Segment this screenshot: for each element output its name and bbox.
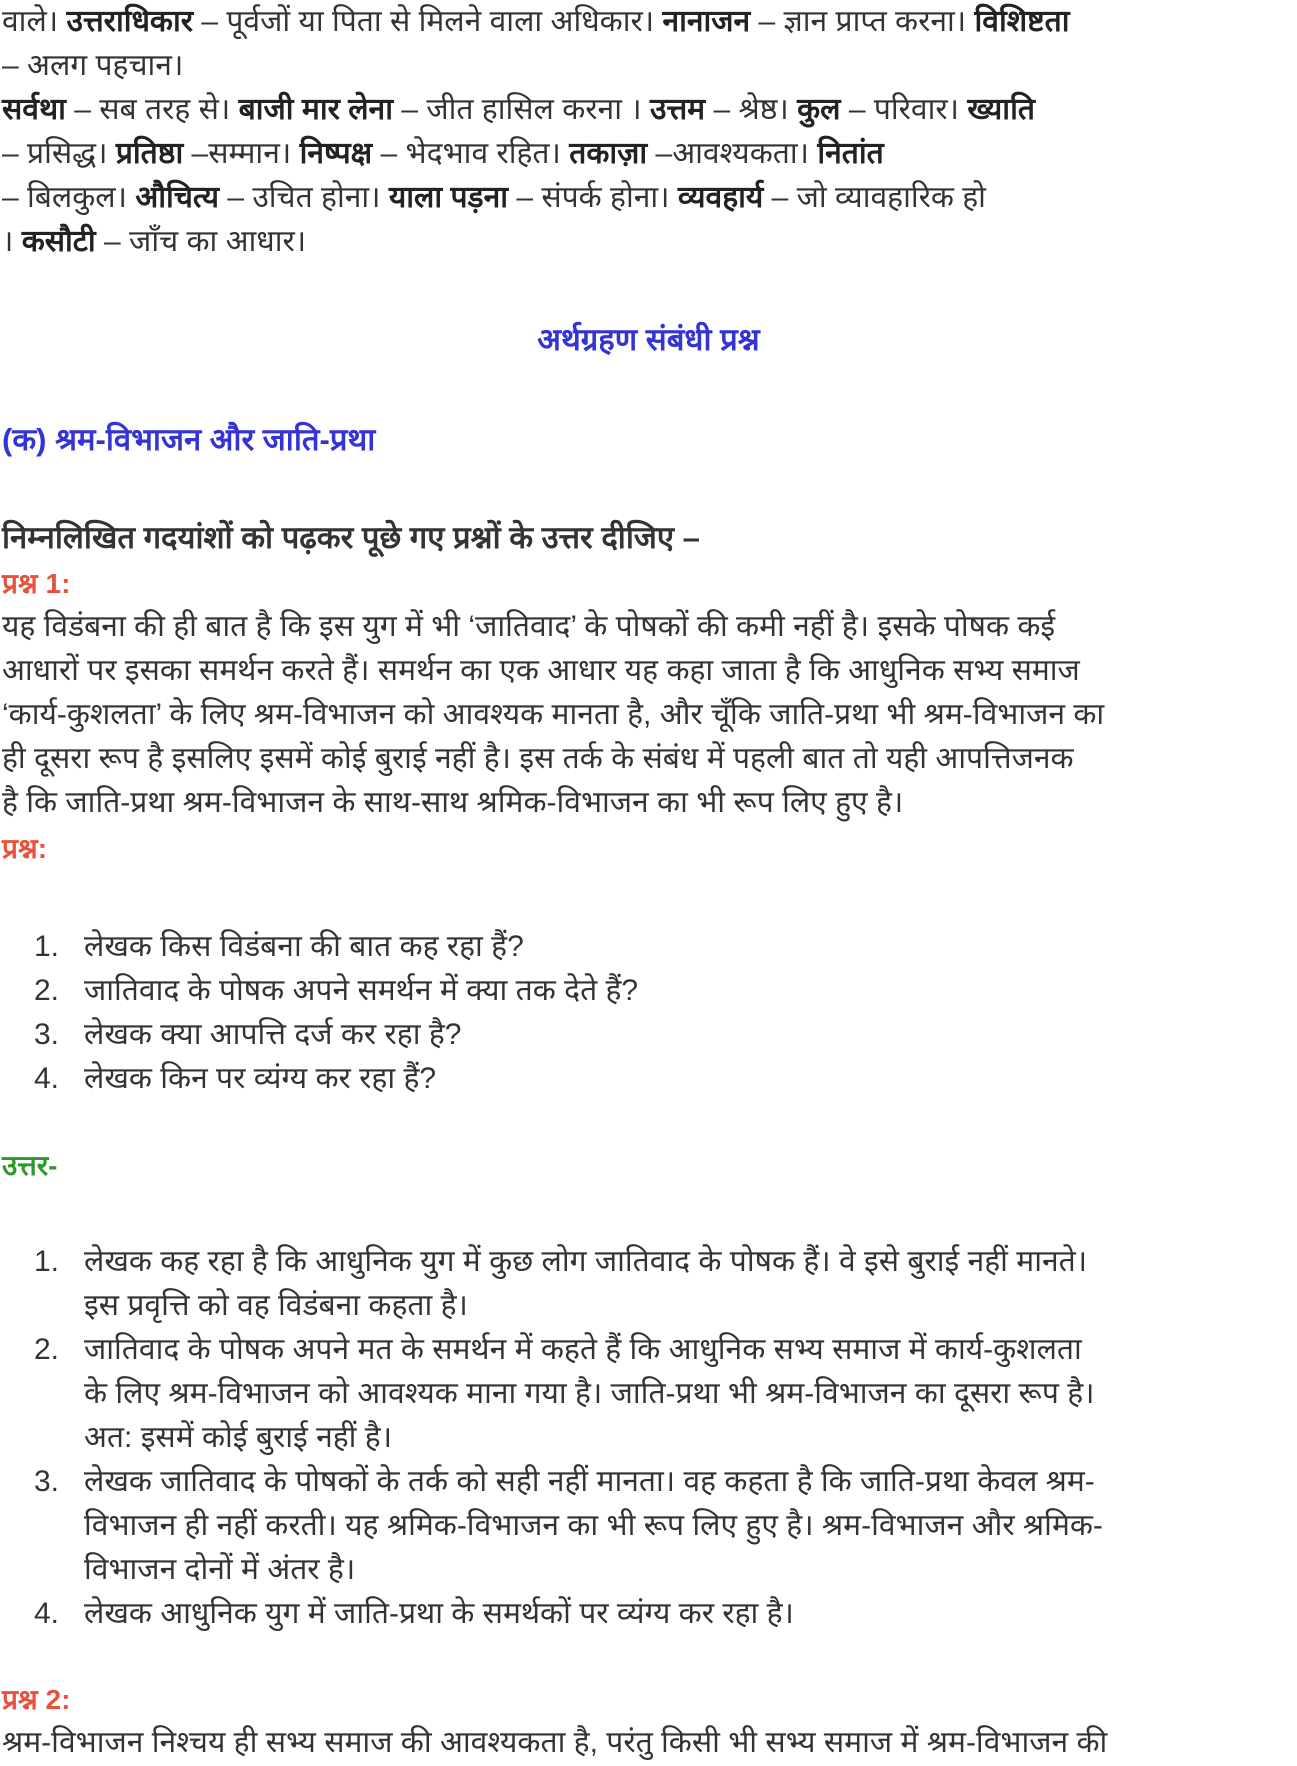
glossary-definition: – उचित होना। xyxy=(218,181,389,214)
answer-number: 3. xyxy=(34,1465,60,1498)
answer-line: लेखक कह रहा है कि आधुनिक युग में कुछ लोग जातिवाद के पोषक हैं। वे इसे बुराई नहीं मानते। xyxy=(84,1245,1088,1278)
instruction: निम्नलिखित गदयांशों को पढ़कर पूछे गए प्रश्नों के उत्तर दीजिए – xyxy=(2,520,700,555)
section-heading: अर्थग्रहण संबंधी प्रश्न xyxy=(537,322,760,357)
glossary-definition: – बिलकुल। xyxy=(2,181,136,214)
glossary-definition: – श्रेष्ठ। xyxy=(705,93,798,126)
glossary-line xyxy=(2,0,1297,44)
passage-line: आधारों पर इसका समर्थन करते हैं। समर्थन का एक आधार यह कहा जाता है कि आधुनिक सभ्य समाज xyxy=(2,654,1080,687)
answer-item xyxy=(2,1328,1297,1460)
glossary-term: उत्तम xyxy=(650,93,706,126)
glossary-definition: – भेदभाव रहित। xyxy=(372,137,570,170)
answer-line: विभाजन ही नहीं करती। यह श्रमिक-विभाजन का भी रूप लिए हुए है। श्रम-विभाजन और श्रमिक- xyxy=(84,1509,1103,1542)
glossary-line xyxy=(2,132,1297,176)
glossary-term: कसौटी xyxy=(21,225,96,258)
answers-label: उत्तर- xyxy=(2,1150,58,1181)
glossary-term: उत्तराधिकार xyxy=(66,5,194,38)
answer-item xyxy=(2,1240,1297,1328)
glossary-definition: – अलग पहचान। xyxy=(2,49,184,82)
glossary-definition: – पूर्वजों या पिता से मिलने वाला अधिकार। xyxy=(193,5,663,38)
glossary-definition: – सब तरह से। xyxy=(65,93,239,126)
glossary-definition: –आवश्यकता। xyxy=(647,137,818,170)
answer-number: 2. xyxy=(34,1333,60,1366)
answer-line: लेखक आधुनिक युग में जाति-प्रथा के समर्थकों पर व्यंग्य कर रहा है। xyxy=(84,1597,794,1630)
passage-line: ही दूसरा रूप है इसलिए इसमें कोई बुराई नहीं है। इस तर्क के संबंध में पहली बात तो यही आपत्तिजनक xyxy=(2,742,1074,775)
glossary-definition: – संपर्क होना। xyxy=(507,181,678,214)
question-number: 4. xyxy=(34,1062,60,1095)
question-item xyxy=(2,1013,1297,1057)
glossary-term: विशिष्टता xyxy=(974,5,1070,38)
question-text: लेखक किन पर व्यंग्य कर रहा हैं? xyxy=(84,1062,437,1095)
answer-number: 1. xyxy=(34,1245,60,1278)
glossary-line xyxy=(2,176,1297,220)
question-number: 1. xyxy=(34,930,60,963)
glossary-term: कुल xyxy=(797,93,841,126)
answer-line: के लिए श्रम-विभाजन को आवश्यक माना गया है। जाति-प्रथा भी श्रम-विभाजन का दूसरा रूप है। xyxy=(84,1377,1095,1410)
glossary-term: ख्याति xyxy=(967,93,1035,126)
glossary-term: बाजी मार लेना xyxy=(238,93,393,126)
glossary-definition: । xyxy=(2,225,22,258)
question-text: लेखक किस विडंबना की बात कह रहा हैं? xyxy=(84,930,524,963)
glossary-term: औचित्य xyxy=(135,181,219,214)
glossary-definition: – जो व्यावहारिक हो xyxy=(763,181,986,214)
answer-item xyxy=(2,1592,1297,1636)
glossary-definition: वाले। xyxy=(2,5,67,38)
glossary-definition: – प्रसिद्ध। xyxy=(2,137,116,170)
question-1-label: प्रश्न 1: xyxy=(2,568,71,599)
answer-item xyxy=(2,1460,1297,1592)
answer-line: इस प्रवृत्ति को वह विडंबना कहता है। xyxy=(84,1289,468,1322)
passage-line: ‘कार्य-कुशलता’ के लिए श्रम-विभाजन को आवश्यक मानता है, और चूँकि जाति-प्रथा भी श्रम-विभाजन का xyxy=(2,698,1105,731)
glossary-term: तकाज़ा xyxy=(569,137,648,170)
glossary-definition: – जीत हासिल करना । xyxy=(392,93,650,126)
question-item xyxy=(2,969,1297,1013)
questions-label: प्रश्न: xyxy=(2,833,48,864)
glossary-term: नानाजन xyxy=(662,5,751,38)
passage-line: है कि जाति-प्रथा श्रम-विभाजन के साथ-साथ श्रमिक-विभाजन का भी रूप लिए हुए है। xyxy=(2,786,904,819)
passage-line: श्रम-विभाजन निश्चय ही सभ्य समाज की आवश्यकता है, परंतु किसी भी सभ्य समाज में श्रम-विभाजन की xyxy=(2,1726,1108,1759)
glossary-definition: –सम्मान। xyxy=(183,137,300,170)
answer-number: 4. xyxy=(34,1597,60,1630)
question-2-passage xyxy=(2,1721,1297,1765)
glossary-definition: – जाँच का आधार। xyxy=(95,225,307,258)
question-text: लेखक क्या आपत्ति दर्ज कर रहा है? xyxy=(84,1018,462,1051)
questions-list xyxy=(2,925,1297,1101)
glossary-definition: – परिवार। xyxy=(840,93,968,126)
glossary-term: सर्वथा xyxy=(2,93,66,126)
glossary-definition: – ज्ञान प्राप्त करना। xyxy=(750,5,975,38)
glossary-term: याला पड़ना xyxy=(388,181,508,214)
question-item xyxy=(2,925,1297,969)
glossary-line xyxy=(2,88,1297,132)
answer-line: लेखक जातिवाद के पोषकों के तर्क को सही नहीं मानता। वह कहता है कि जाति-प्रथा केवल श्रम- xyxy=(84,1465,1095,1498)
question-number: 3. xyxy=(34,1018,60,1051)
question-2-label: प्रश्न 2: xyxy=(2,1684,71,1715)
question-number: 2. xyxy=(34,974,60,1007)
question-1-passage xyxy=(2,605,1297,825)
answers-list xyxy=(2,1240,1297,1636)
answer-line: विभाजन दोनों में अंतर है। xyxy=(84,1553,356,1586)
question-text: जातिवाद के पोषक अपने समर्थन में क्या तक देते हैं? xyxy=(84,974,639,1007)
glossary-term: नितांत xyxy=(817,137,884,170)
answer-line: जातिवाद के पोषक अपने मत के समर्थन में कहते हैं कि आधुनिक सभ्य समाज में कार्य-कुशलता xyxy=(84,1333,1082,1366)
answer-line: अत: इसमें कोई बुराई नहीं है। xyxy=(84,1421,393,1454)
glossary-term: व्यवहार्य xyxy=(677,181,764,214)
glossary xyxy=(2,0,1297,264)
glossary-term: प्रतिष्ठा xyxy=(115,137,184,170)
glossary-line xyxy=(2,44,1297,88)
glossary-term: निष्पक्ष xyxy=(299,137,373,170)
passage-line: यह विडंबना की ही बात है कि इस युग में भी ‘जातिवाद’ के पोषकों की कमी नहीं है। इसके पोषक कई xyxy=(2,610,1056,643)
question-item xyxy=(2,1057,1297,1101)
glossary-line xyxy=(2,220,1297,264)
chapter-heading: (क) श्रम-विभाजन और जाति-प्रथा xyxy=(2,422,376,457)
